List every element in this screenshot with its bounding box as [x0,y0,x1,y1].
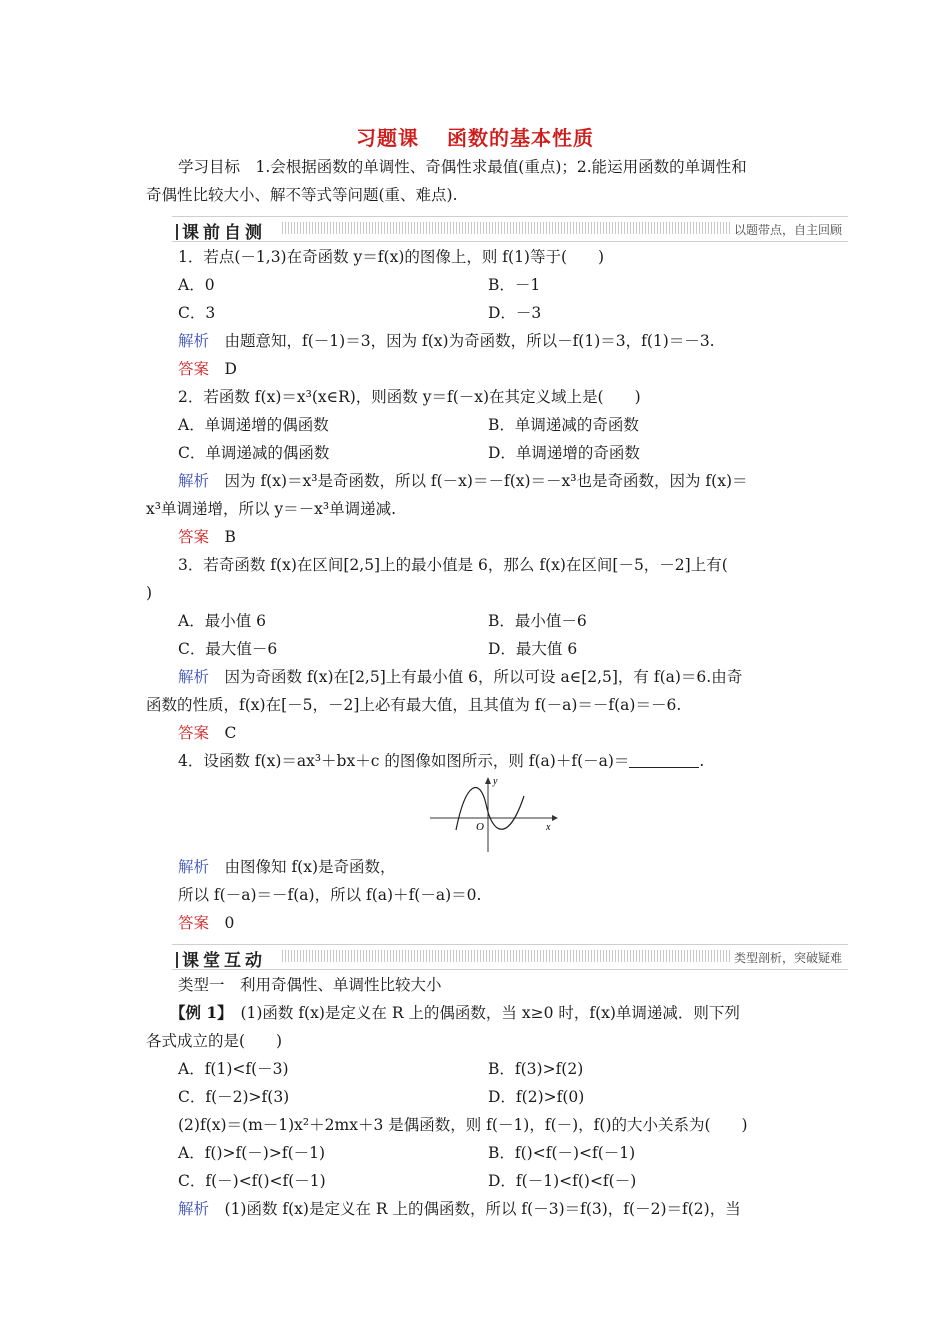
answer-text: 0 [209,914,235,932]
answer-text: B [209,528,236,546]
option-a: A．f()>f(－)>f(－1) [178,1144,326,1162]
option-a: A．单调递增的偶函数 [178,416,329,434]
question-text: 4．设函数 f(x)＝ax³＋bx＋c 的图像如图所示，则 f(a)＋f(－a)＝ [178,752,630,770]
analysis-label: 解析 [178,472,210,490]
option-d: D．单调递增的奇函数 [488,444,640,462]
answer-text: C [209,724,237,742]
option-c: C．单调递减的偶函数 [178,444,330,462]
question-stem: 1．若点(－1,3)在奇函数 y＝f(x)的图像上，则 f(1)等于( ) [178,248,605,266]
question-end: . [699,752,705,770]
option-a: A．0 [178,276,215,294]
option-b: B．最小值－6 [488,612,587,630]
answer-label: 答案 [178,528,210,546]
analysis-text: 由题意知，f(－1)＝3，因为 f(x)为奇函数，所以－f(1)＝3，f(1)＝－3. [209,332,715,350]
question-stem: 2．若函数 f(x)＝x³(x∈R)，则函数 y＝f(－x)在其定义域上是( ) [178,388,641,406]
answer-line [178,526,838,548]
type-heading: 类型一 利用奇偶性、单调性比较大小 [178,976,442,994]
analysis-text: 因为 f(x)＝x³是奇函数，所以 f(－x)＝－f(x)＝－x³也是奇函数，因为 f(x)＝ [209,472,748,490]
origin-label: O [476,821,484,833]
option-c: C．最大值－6 [178,640,278,658]
analysis-text: (1)函数 f(x)是定义在 R 上的偶函数，所以 f(－3)＝f(3)，f(－2)＝f(2)，当 [209,1200,741,1218]
section-tag: 以题带点，自主回顾 [733,223,842,237]
option-d: D．f(2)>f(0) [488,1088,585,1106]
option-b: B．单调递减的奇函数 [488,416,639,434]
question-stem [178,750,838,772]
option-b: B．－1 [488,276,541,294]
curve [456,788,524,830]
analysis-line [178,1198,838,1220]
analysis-text-cont: x³单调递增，所以 y＝－x³单调递减. [146,500,397,518]
page-title [0,122,950,151]
analysis-label: 解析 [178,858,210,876]
y-axis-label: y [493,776,498,787]
question-stem-cont: ) [146,584,153,602]
answer-label: 答案 [178,360,210,378]
analysis-text: 由图像知 f(x)是奇函数， [209,858,396,876]
example-text: (1)函数 f(x)是定义在 R 上的偶函数，当 x≥0 时，f(x)单调递减．则下列 [224,1004,740,1022]
option-d: D．－3 [488,304,542,322]
option-c: C．f(－)<f()<f(－1) [178,1172,326,1190]
objectives-line2: 奇偶性比较大小、解不等式等问题(重、难点). [146,186,458,204]
section-title: 课前自测 [176,218,266,243]
section-tag: 类型剖析，突破疑难 [733,951,842,965]
answer-label: 答案 [178,724,210,742]
answer-line [178,722,838,744]
analysis-text: 因为奇函数 f(x)在[2,5]上有最小值 6，所以可设 a∈[2,5]，有 f(a)＝6.由奇 [209,668,743,686]
analysis-line [178,666,838,688]
option-b: B．f()<f(－)<f(－1) [488,1144,636,1162]
section-divider [282,950,730,962]
x-axis-label: x [546,822,551,833]
example-stem-cont: 各式成立的是( ) [146,1032,283,1050]
answer-label: 答案 [178,914,210,932]
analysis-text-cont: 所以 f(－a)＝－f(a)，所以 f(a)＋f(－a)＝0. [178,886,482,904]
x-axis-arrow [552,815,558,821]
section-title: 课堂互动 [176,946,266,971]
analysis-label: 解析 [178,668,210,686]
analysis-text-cont: 函数的性质，f(x)在[－5，－2]上必有最大值，且其值为 f(－a)＝－f(a)＝－6. [146,696,682,714]
answer-text: D [209,360,237,378]
option-a: A．最小值 6 [178,612,266,630]
analysis-line [178,470,838,492]
option-c: C．f(－2)>f(3) [178,1088,290,1106]
cubic-function-graph [428,774,560,854]
question-stem: 3．若奇函数 f(x)在区间[2,5]上的最小值是 6，那么 f(x)在区间[－5，－2]上有( [178,556,728,574]
section-header-classroom [172,944,848,970]
answer-line [178,358,838,380]
section-divider [282,222,730,234]
answer-blank [629,753,699,768]
analysis-label: 解析 [178,332,210,350]
y-axis-arrow [485,777,491,784]
answer-line [178,912,838,934]
example-label: 【例 1】 [170,1003,225,1022]
example-stem [170,1002,830,1024]
example-subquestion: (2)f(x)＝(m－1)x²＋2mx＋3 是偶函数，则 f(－1)，f(－)，f()的大小关系为( ) [178,1116,748,1134]
option-c: C．3 [178,304,216,322]
option-a: A．f(1)<f(－3) [178,1060,289,1078]
title-part1: 习题课 [356,126,419,150]
objectives-line1: 学习目标 1.会根据函数的单调性、奇偶性求最值(重点)；2.能运用函数的单调性和 [178,158,747,176]
option-b: B．f(3)>f(2) [488,1060,584,1078]
analysis-line [178,856,838,878]
option-d: D．最大值 6 [488,640,578,658]
title-part2: 函数的基本性质 [447,126,594,150]
analysis-line [178,330,838,352]
analysis-label: 解析 [178,1200,210,1218]
option-d: D．f(－1)<f()<f(－) [488,1172,637,1190]
section-header-pretest [172,216,848,242]
